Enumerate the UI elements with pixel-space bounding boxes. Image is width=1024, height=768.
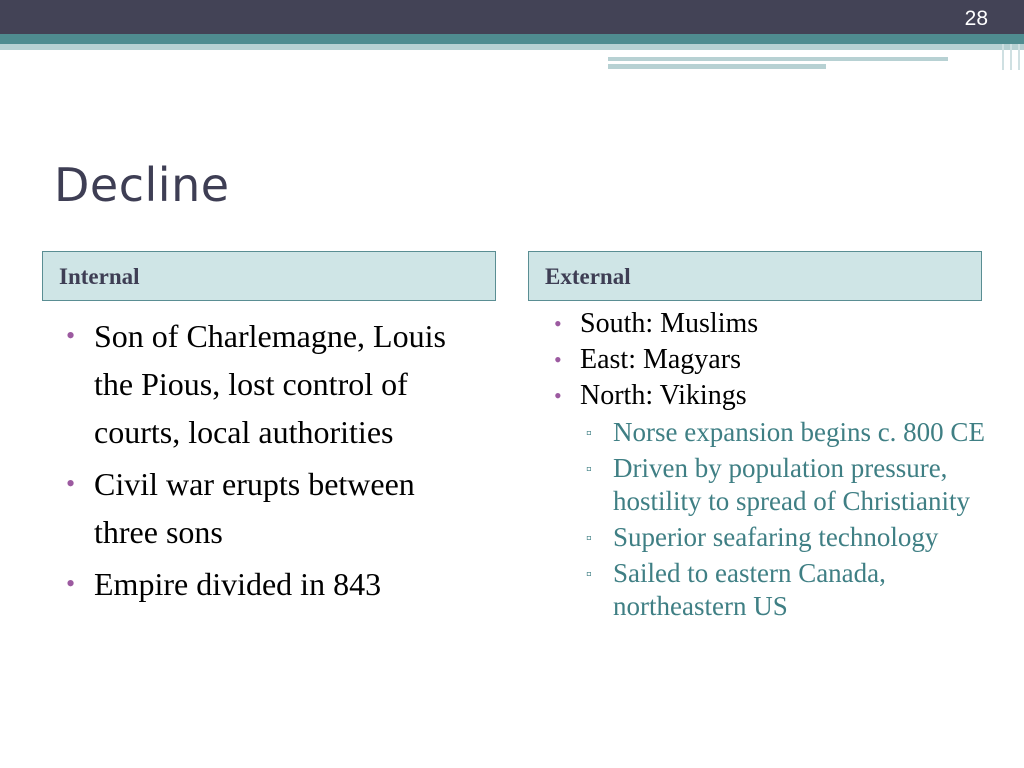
list-item: • South: Muslims — [550, 306, 990, 342]
list-item: • East: Magyars — [550, 342, 990, 378]
list-item: • North: Vikings — [550, 378, 990, 414]
sub-list-wrapper — [550, 416, 990, 623]
decorative-divider — [1010, 44, 1012, 70]
square-bullet-icon: ▫ — [586, 425, 592, 442]
accent-band-light — [0, 44, 1024, 50]
header-bar — [0, 0, 1024, 34]
internal-heading — [42, 251, 496, 301]
decorative-stripe — [608, 64, 826, 69]
slide-number: 28 — [964, 7, 988, 30]
list-item: • Son of Charlemagne, Louis the Pious, lost control of courts, local authorities — [64, 312, 484, 456]
decorative-stripe — [608, 57, 948, 61]
accent-band — [0, 34, 1024, 44]
sub-list-item-text: Superior seafaring technology — [613, 522, 939, 552]
sub-list-item — [583, 521, 990, 554]
decorative-divider — [1018, 44, 1020, 70]
sub-list-item — [583, 416, 990, 449]
sub-list-item-text: Sailed to eastern Canada, northeastern US — [613, 558, 886, 621]
list-item: • Civil war erupts between three sons — [64, 460, 484, 556]
slide-title: Decline — [54, 158, 230, 212]
decorative-divider — [1002, 44, 1004, 70]
sub-list-item-text: Driven by population pressure, hostility to spread of Christianity — [613, 453, 970, 516]
list-item: • Empire divided in 843 — [64, 560, 484, 608]
external-bullet-list — [550, 306, 990, 626]
internal-heading-label: Internal — [59, 264, 140, 289]
sub-list-item-text: Norse expansion begins c. 800 CE — [613, 417, 985, 447]
square-bullet-icon: ▫ — [586, 530, 592, 547]
internal-bullet-list — [64, 312, 484, 612]
external-heading-label: External — [545, 264, 631, 289]
viking-sub-list — [550, 416, 990, 623]
square-bullet-icon: ▫ — [586, 461, 592, 478]
square-bullet-icon: ▫ — [586, 566, 592, 583]
sub-list-item — [583, 557, 990, 623]
sub-list-item — [583, 452, 990, 518]
external-heading — [528, 251, 982, 301]
